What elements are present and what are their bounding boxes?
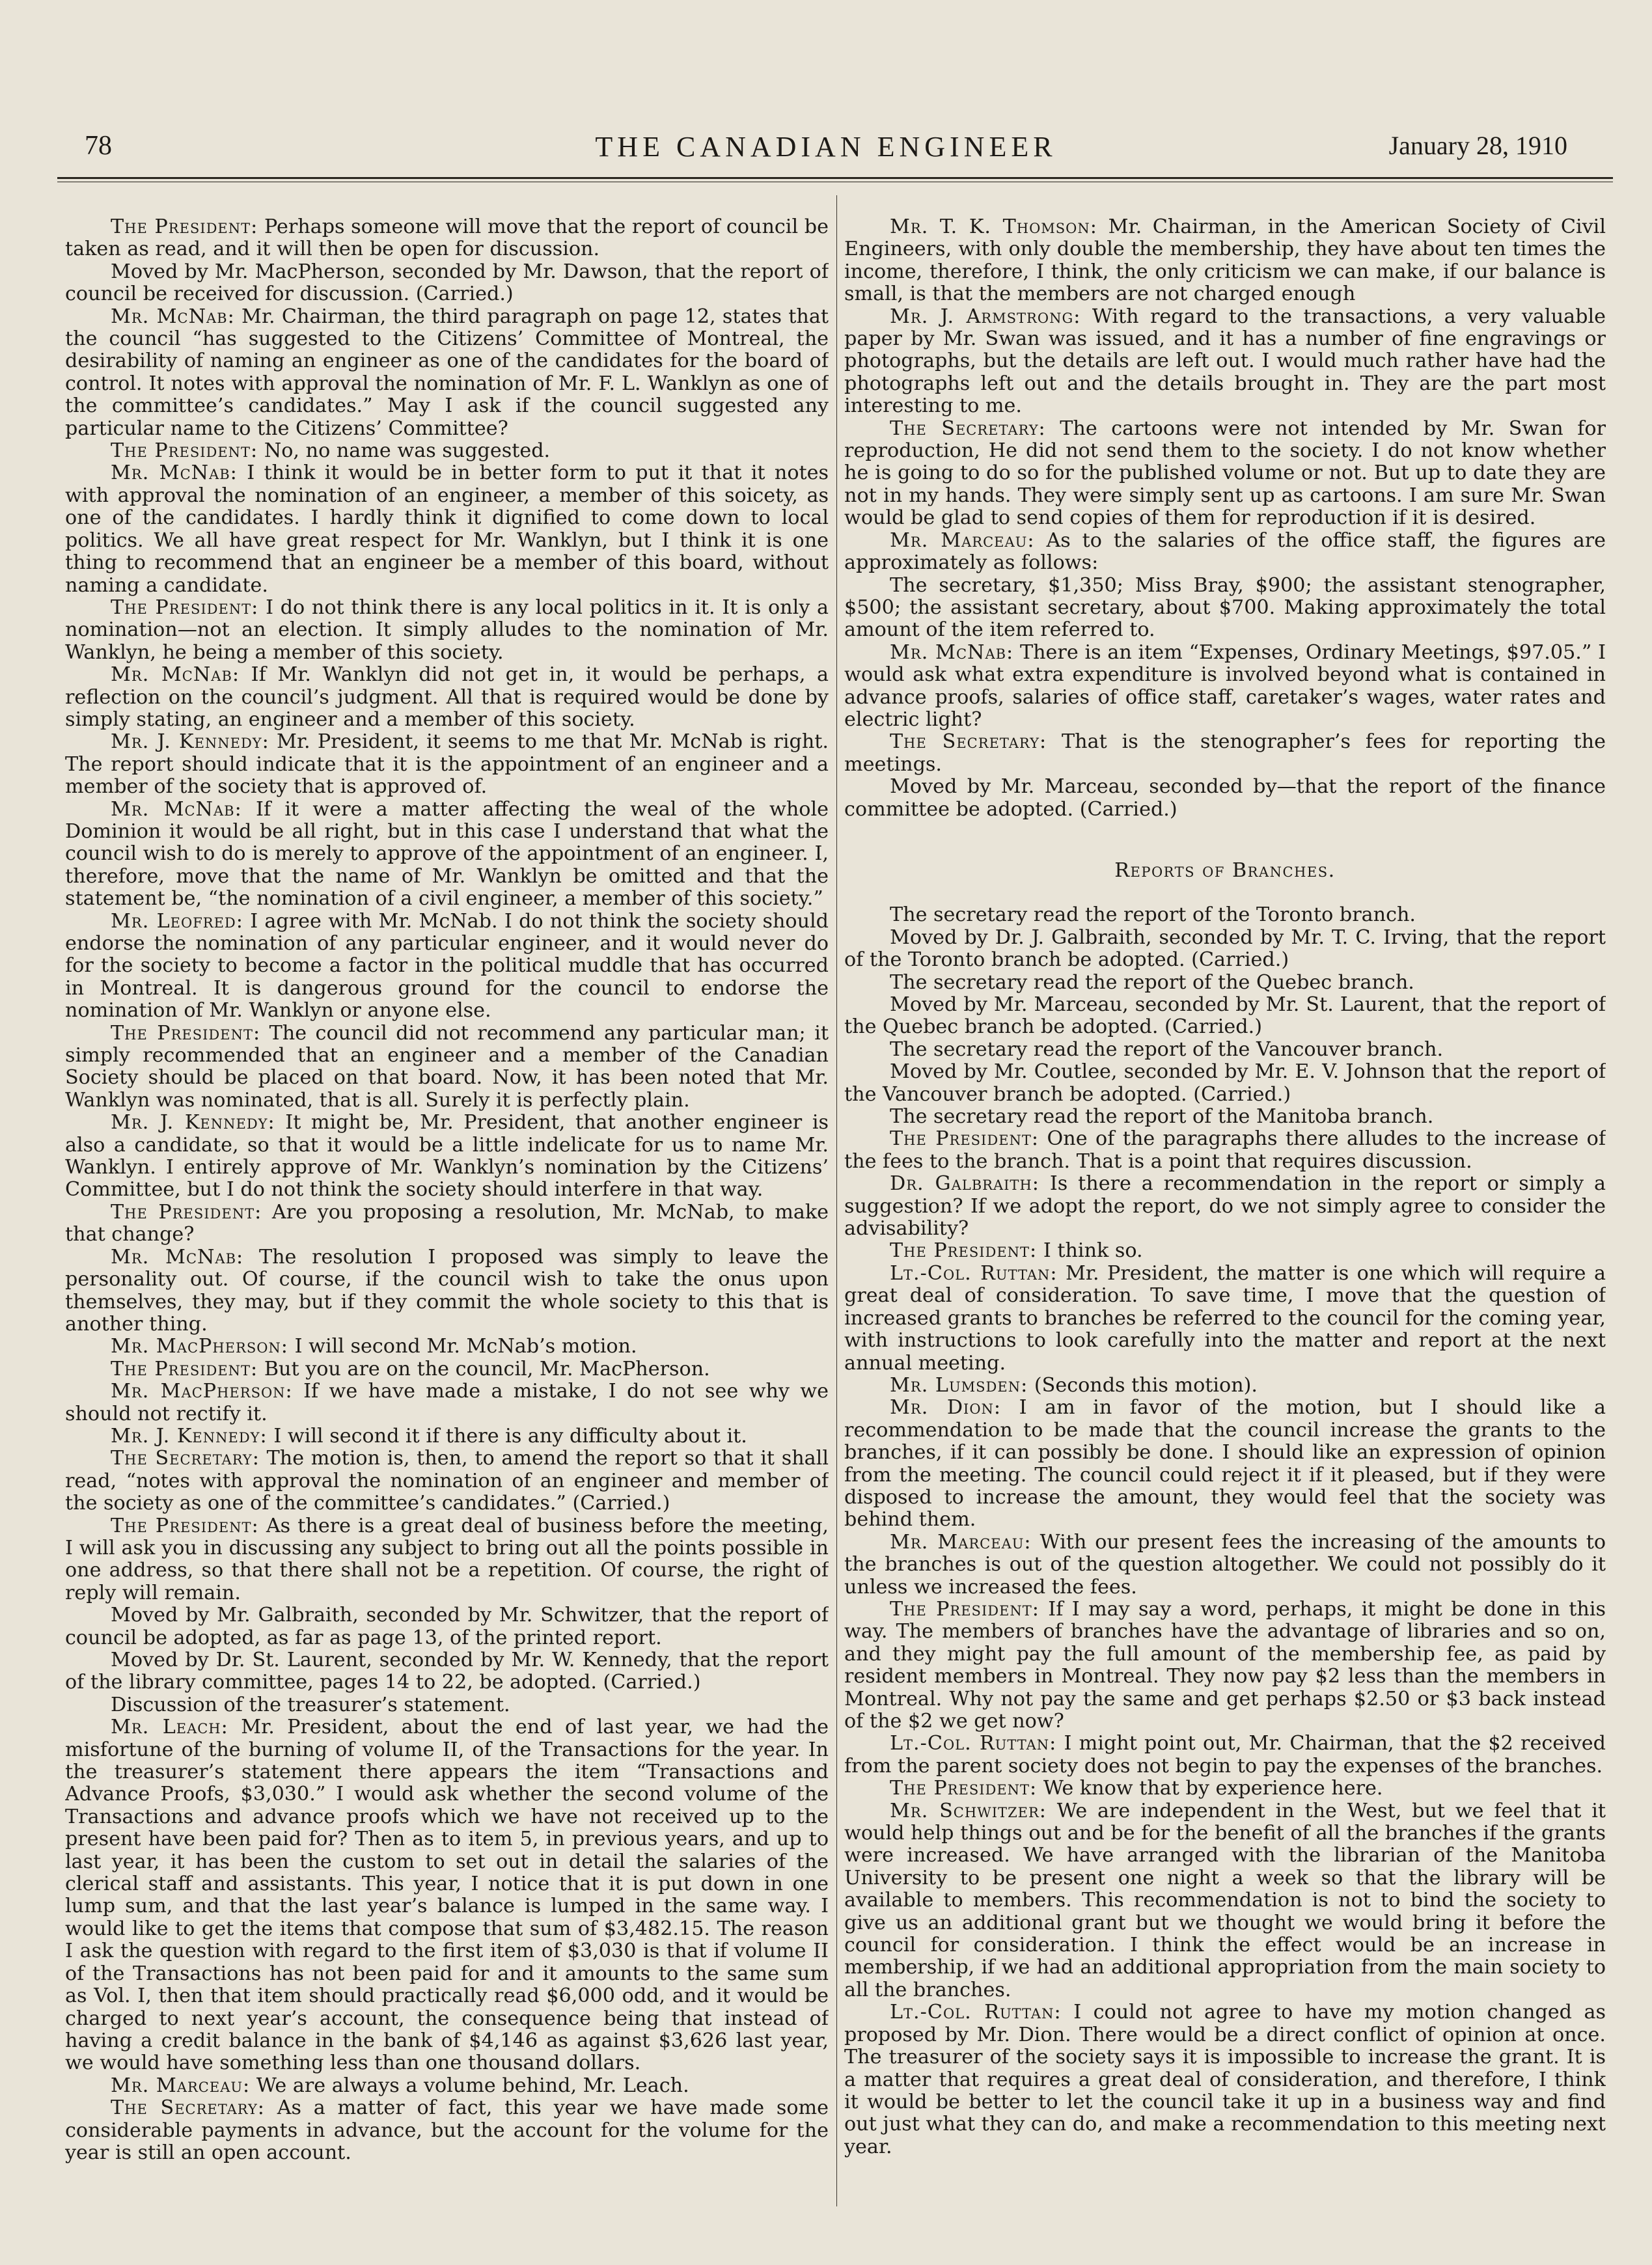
paragraph	[844, 1106, 1606, 1128]
section-heading: Reports of Branches.	[1114, 858, 1336, 882]
paragraph-text: Moved by Mr. MacPherson, seconded by Mr. Dawson, that the report of council be received for discussion. (Carried.)	[65, 260, 829, 306]
paragraph-text: But you are on the council, Mr. MacPherson.	[264, 1357, 710, 1380]
speaker-name: The President:	[890, 1127, 1039, 1151]
paragraph-text: If I may say a word, perhaps, it might be done in this way. The members of branches have the advantage of libraries and so on, and they might pay the full amount of the membership fee, as paid by resident members in Montreal. They now pay $2 less than the members in Montreal. Why not pay the same and get perhaps $2.50 or $3 back instead of the $2 we get now?	[844, 1597, 1606, 1733]
paragraph-text: We know that by experience here.	[1043, 1777, 1383, 1800]
paragraph	[844, 1173, 1606, 1240]
paragraph	[844, 1039, 1606, 1061]
paragraph	[65, 1336, 829, 1358]
paragraph-text: Perhaps someone will move that the report of council be taken as read, and it will then be open for discussion.	[65, 216, 829, 261]
speaker-name: The Secretary:	[111, 2096, 265, 2120]
paragraph-text: If we have made a mistake, I do not see why we should not rectify it.	[65, 1380, 829, 1425]
speaker-name: Mr. J. Kennedy:	[111, 730, 269, 754]
right-column	[844, 216, 1606, 2219]
paragraph-text: The secretary read the report of the Toronto branch.	[890, 903, 1416, 927]
paragraph	[844, 1733, 1606, 1778]
speaker-name: Mr. Lumsden:	[890, 1373, 1028, 1397]
paragraph	[65, 440, 829, 462]
paragraph	[65, 1380, 829, 1425]
paragraph	[844, 216, 1606, 306]
paragraph-text: As to the salaries of the office staff, the figures are approximately as follows:	[844, 528, 1606, 575]
paragraph	[65, 1694, 829, 1716]
speaker-name: Mr. McNab:	[111, 305, 235, 328]
paragraph	[844, 530, 1606, 575]
paragraph-text: No, no name was suggested.	[264, 439, 551, 463]
paragraph	[65, 1515, 829, 1605]
paragraph	[844, 1397, 1606, 1531]
paragraph	[844, 418, 1606, 530]
paragraph-text: I am in favor of the motion, but I should like a recommendation to be made that the council increase the grants to the branches, if it can possibly be done. I should like an expression of opinion from the meeting. The council could reject it if it pleased, but if they were disposed to increase the amount, they would feel that the society was behind them.	[844, 1396, 1606, 1531]
paragraph-text: Moved by Dr. J. Galbraith, seconded by Mr. T. C. Irving, that the report of the Toronto branch be adopted. (Carried.)	[844, 926, 1606, 972]
paragraph	[65, 597, 829, 664]
paragraph-text: Moved by Mr. Galbraith, seconded by Mr. Schwitzer, that the report of council be adopted, as far as page 13, of the printed report.	[65, 1604, 829, 1649]
speaker-name: Lt.-Col. Ruttan:	[890, 1261, 1058, 1285]
paragraph-text: (Seconds this motion).	[1034, 1373, 1258, 1397]
paragraph-text: Moved by Dr. St. Laurent, seconded by Mr. W. Kennedy, that the report of the library committee, pages 14 to 22, be adopted. (Carried.)	[65, 1649, 829, 1694]
paragraph-text: Mr. Chairman, the third paragraph on page 12, states that the council “has suggested to the Citizens’ Committee of Montreal, the desirability of naming an engineer as one of the candidates for the board of control. It notes with approval the nomination of Mr. F. L. Wanklyn as one of the committee’s candidates.” May I ask if the council suggested any particular name to the Citizens’ Committee?	[65, 305, 829, 440]
paragraph-text: The council did not recommend any particular man; it simply recommended that an engineer and a member of the Canadian Society should be placed on that board. Now, it has been noted that Mr. Wanklyn was nominated, that is all. Surely it is perfectly plain.	[65, 1021, 829, 1112]
paragraph	[844, 575, 1606, 642]
speaker-name: The President:	[111, 216, 258, 238]
paragraph-text: Mr. Chairman, in the American Society of Civil Engineers, with only double the membership, they have about ten times the income, therefore, I think, the only criticism we can make, if our balance is small, is that the members are not charged enough	[844, 216, 1606, 306]
paragraph-text: Are you proposing a resolution, Mr. McNab, to make that change?	[65, 1200, 829, 1246]
speaker-name: Mr. J. Armstrong:	[890, 305, 1081, 328]
paragraph	[65, 462, 829, 596]
paragraph	[844, 927, 1606, 972]
column-divider	[836, 195, 837, 2206]
paragraph-text: I think so.	[1043, 1239, 1143, 1263]
paragraph-text: I agree with Mr. McNab. I do not think the society should endorse the nomination of any particular engineer, and it would never do for the society to become a factor in the political muddle that has occurred in Montreal. It is dangerous ground for the council to endorse the nomination of Mr. Wanklyn or anyone else.	[65, 909, 829, 1023]
speaker-name: The President:	[111, 1200, 262, 1224]
speaker-name: Mr. Dion:	[890, 1396, 1002, 1420]
speaker-name: Lt.-Col. Ruttan:	[890, 1732, 1057, 1755]
paragraph	[65, 911, 829, 1023]
paragraph	[844, 1128, 1606, 1173]
paragraph	[65, 799, 829, 911]
paragraph-text: Mr. President, about the end of last year, we had the misfortune of the burning of volume II, of the Transactions for the year. In the treasurer’s statement there appears the item “Transactions and Advance Proofs, $3,030.” I would ask whether the second volume of the Transactions and advance proofs which we have not received up to the present have been paid for? Then as to item 5, in previous years, and up to last year, it has been the custom to set out in detail the salaries of the clerical staff and assistants. This year, I notice that it is put down in one lump sum, and that the last year’s balance is lumped in the same way. I would like to get the items that compose that sum of $3,482.15. The reason I ask the question with regard to the first item of $3,030 is that if volume II of the Transactions has not been paid for and it amounts to the same sum as Vol. I, then that item should practically read $6,000 odd, and it would be charged to next year’s account, the consequence being that instead of having a credit balance in the bank of $4,146 as against $3,626 last year, we would have something less than one thousand dollars.	[65, 1716, 829, 2075]
paragraph	[844, 1778, 1606, 1800]
paragraph-text: With regard to the transactions, a very valuable paper by Mr. Swan was issued, and it has a number of fine engravings or photographs, but the details are left out. I would much rather have had the photographs left out and the details brought in. They are the part most interesting to me.	[844, 305, 1606, 418]
paragraph	[65, 1649, 829, 1694]
speaker-name: The President:	[111, 1021, 261, 1045]
paragraph-text: The motion is, then, to amend the report so that it shall read, “notes with approval the nomination of an engineer and member of the society as one of the committee’s candidates.” (Carried.)	[65, 1447, 829, 1515]
paragraph	[65, 731, 829, 798]
paragraph	[844, 904, 1606, 926]
paragraph-text: I do not think there is any local politics in it. It is only a nomination—not an election. It simply alludes to the nomination of Mr. Wanklyn, he being a member of this society.	[65, 596, 829, 664]
speaker-name: Mr. Marceau:	[890, 1530, 1032, 1554]
paragraph	[65, 2075, 829, 2097]
paragraph-text: The secretary read the report of the Quebec branch.	[890, 970, 1414, 994]
paragraph-text: We are independent in the West, but we feel that it would help things out and be for the benefit of all the branches if the grants were increased. We have arranged with the librarian of the Manitoba University to be present one night a week so that the library will be available to members. This recommendation is not to bind the society to give us an additional grant but we thought we would bring it before the council for consideration. I think the effect would be an increase in membership, if we had an additional appropriation from the main society to all the branches.	[844, 1799, 1606, 2001]
paragraph-text: That is the stenographer’s fees for reporting the meetings.	[844, 730, 1606, 776]
paragraph-text: I will second it if there is any difficulty about it.	[273, 1424, 747, 1448]
speaker-name: Mr. Leach:	[111, 1716, 228, 1739]
paragraph	[65, 2097, 829, 2164]
paragraph	[844, 1800, 1606, 2002]
paragraph-text: As there is a great deal of business before the meeting, I will ask you in discussing any subject to bring out all the points possible in one address, so that there shall not be a repetition. Of course, the right of reply will remain.	[65, 1514, 829, 1604]
paragraph	[844, 972, 1606, 994]
speaker-name: The Secretary:	[111, 1447, 260, 1470]
paragraph	[844, 2001, 1606, 2158]
speaker-name: The President:	[890, 1597, 1039, 1621]
paragraph	[65, 1358, 829, 1380]
paragraph-text: The secretary read the report of the Vancouver branch.	[890, 1037, 1444, 1061]
paragraph-text: Moved by Mr. Marceau, seconded by—that the report of the finance committee be adopted. (Carried.)	[844, 775, 1606, 821]
paragraph	[65, 1246, 829, 1336]
paragraph	[65, 664, 829, 731]
paragraph	[844, 642, 1606, 732]
paragraph-text: Moved by Mr. Coutlee, seconded by Mr. E. V. Johnson that the report of the Vancouver branch be adopted. (Carried.)	[844, 1060, 1606, 1106]
paragraph	[65, 1425, 829, 1448]
paragraph-text: We are always a volume behind, Mr. Leach.	[256, 2074, 689, 2097]
speaker-name: Mr. McNab:	[111, 663, 240, 687]
paragraph	[65, 1604, 829, 1649]
paragraph	[844, 776, 1606, 821]
paragraph	[844, 1061, 1606, 1106]
paragraph-text: It might be, Mr. President, that another engineer is also a candidate, so that it would be a little indelicate for us to name Mr. Wanklyn. I entirely approve of Mr. Wanklyn’s nomination by the Citizens’ Committee, but I do not think the society should interfere in that way.	[65, 1111, 829, 1201]
paragraph-text: Moved by Mr. Marceau, seconded by Mr. St. Laurent, that the report of the Quebec branch be adopted. (Carried.)	[844, 993, 1606, 1039]
speaker-name: The President:	[111, 1357, 258, 1380]
paragraph	[65, 261, 829, 306]
paragraph-text: I will second Mr. McNab’s motion.	[294, 1335, 637, 1358]
paragraph	[65, 1112, 829, 1201]
paragraph-text: There is an item “Expenses, Ordinary Meetings, $97.05.” I would ask what extra expenditure is involved beyond what is contained in advance proofs, salaries of office staff, caretaker’s wages, water rates and electric light?	[844, 640, 1606, 731]
speaker-name: Mr. Schwitzer:	[890, 1799, 1047, 1822]
header-rule	[57, 177, 1613, 179]
paragraph	[844, 731, 1606, 776]
paragraph-text: Is there a recommendation in the report or simply a suggestion? If we adopt the report, do we not simply agree to consider the advisability?	[844, 1172, 1606, 1241]
paragraph	[844, 1531, 1606, 1599]
speaker-name: Lt.-Col. Ruttan:	[890, 2001, 1062, 2024]
paragraph	[65, 1448, 829, 1515]
paragraph-text: If Mr. Wanklyn did not get in, it would be perhaps, a reflection on the council’s judgment. All that is required would be done by simply stating, an engineer and a member of this society.	[65, 663, 829, 731]
paragraph-text: Mr. President, it seems to me that Mr. McNab is right. The report should indicate that it is the appointment of an engineer and a member of the society that is approved of.	[65, 730, 829, 799]
speaker-name: The President:	[890, 1239, 1038, 1263]
journal-title: THE CANADIAN ENGINEER	[595, 131, 1057, 163]
speaker-name: Dr. Galbraith:	[890, 1172, 1039, 1196]
speaker-name: Mr. McNab:	[111, 461, 238, 485]
speaker-name: Mr. J. Kennedy:	[111, 1424, 268, 1448]
speaker-name: Mr. MacPherson:	[111, 1380, 293, 1403]
paragraph-text: If it were a matter affecting the weal of the whole Dominion it would be all right, but in this case I understand that what the council wish to do is merely to approve of the appointment of an engineer. I, therefore, move that the name of Mr. Wanklyn be omitted and that the statement be, “the nomination of a civil engineer, a member of this society.”	[65, 797, 829, 911]
paragraph-text: With our present fees the increasing of the amounts to the branches is out of the question altogether. We could not possibly do it unless we increased the fees.	[844, 1530, 1606, 1599]
speaker-name: Mr. McNab:	[890, 640, 1014, 664]
speaker-name: The President:	[111, 1514, 259, 1537]
paragraph	[65, 216, 829, 261]
speaker-name: The President:	[111, 439, 258, 463]
speaker-name: Mr. Marceau:	[890, 528, 1035, 552]
speaker-name: Mr. MacPherson:	[111, 1335, 288, 1358]
paragraph-text: One of the paragraphs there alludes to the increase of the fees to the branch. That is a point that requires discussion.	[844, 1127, 1606, 1173]
speaker-name: The President:	[890, 1777, 1038, 1800]
speaker-name: Mr. McNab:	[111, 797, 242, 821]
paragraph-text: The resolution I proposed was simply to leave the personality out. Of course, if the council wish to take the onus upon themselves, they may, but if they commit the whole society to this that is another thing.	[65, 1245, 829, 1336]
page-number: 78	[85, 131, 112, 161]
speaker-name: The Secretary:	[890, 730, 1047, 754]
speaker-name: Mr. Marceau:	[111, 2074, 251, 2097]
paragraph-text: The cartoons were not intended by Mr. Swan for reproduction, He did not send them to the society. I do not know whether he is going to do so for the published volume or not. But up to date they are not in my hands. They were simply sent up as cartoons. I am sure Mr. Swan would be glad to send copies of them for reproduction if it is desired.	[844, 417, 1606, 530]
paragraph	[65, 1716, 829, 2075]
paragraph	[844, 994, 1606, 1039]
paragraph	[844, 1375, 1606, 1397]
speaker-name: The Secretary:	[890, 417, 1046, 440]
paragraph-text: As a matter of fact, this year we have made some considerable payments in advance, but the account for the volume for the year is still an open account.	[65, 2096, 829, 2164]
paragraph-text: Discussion of the treasurer’s statement.	[111, 1693, 510, 1716]
paragraph	[844, 1263, 1606, 1375]
speaker-name: The President:	[111, 596, 259, 619]
paragraph-text: The secretary, $1,350; Miss Bray, $900; the assistant stenographer, $500; the assistant secretary, about $700. Making approximately the total amount of the item referred to.	[844, 573, 1606, 642]
speaker-name: Mr. McNab:	[111, 1245, 244, 1269]
paragraph-text: The secretary read the report of the Manitoba branch.	[890, 1105, 1434, 1129]
paragraph-text: I might point out, Mr. Chairman, that the $2 received from the parent society does not begin to pay the expenses of the branches.	[844, 1732, 1606, 1778]
paragraph	[65, 1201, 829, 1246]
issue-date: January 28, 1910	[1388, 131, 1567, 160]
paragraph	[844, 1599, 1606, 1733]
speaker-name: Mr. T. K. Thomson:	[890, 216, 1097, 238]
speaker-name: Mr. J. Kennedy:	[111, 1111, 275, 1134]
paragraph	[65, 1023, 829, 1112]
paragraph-text: I could not agree to have my motion changed as proposed by Mr. Dion. There would be a direct conflict of opinion at once. The treasurer of the society says it is impossible to increase the grant. It is a matter that requires a great deal of consideration, and therefore, I think it would be better to let the council take it up in a business way and find out just what they can do, and make a recommendation to this meeting next year.	[844, 2001, 1606, 2158]
page-header	[85, 130, 1567, 176]
speaker-name: Mr. Leofred:	[111, 909, 243, 933]
paragraph	[65, 306, 829, 440]
paragraph-text: I think it would be in better form to put it that it notes with approval the nomination of an engineer, a member of this soicety, as one of the candidates. I hardly think it dignified to come down to local politics. We all have great respect for Mr. Wanklyn, but I think it is one thing to recommend that an engineer be a member of this board, without naming a candidate.	[65, 461, 829, 597]
paragraph-text: Mr. President, the matter is one which will require a great deal of consideration. To save time, I move that the question of increased grants to branches be referred to the council for the coming year, with instructions to look carefully into the matter and report at the next annual meeting.	[844, 1261, 1606, 1375]
paragraph	[844, 306, 1606, 418]
paragraph	[844, 1240, 1606, 1262]
left-column	[65, 216, 829, 2219]
